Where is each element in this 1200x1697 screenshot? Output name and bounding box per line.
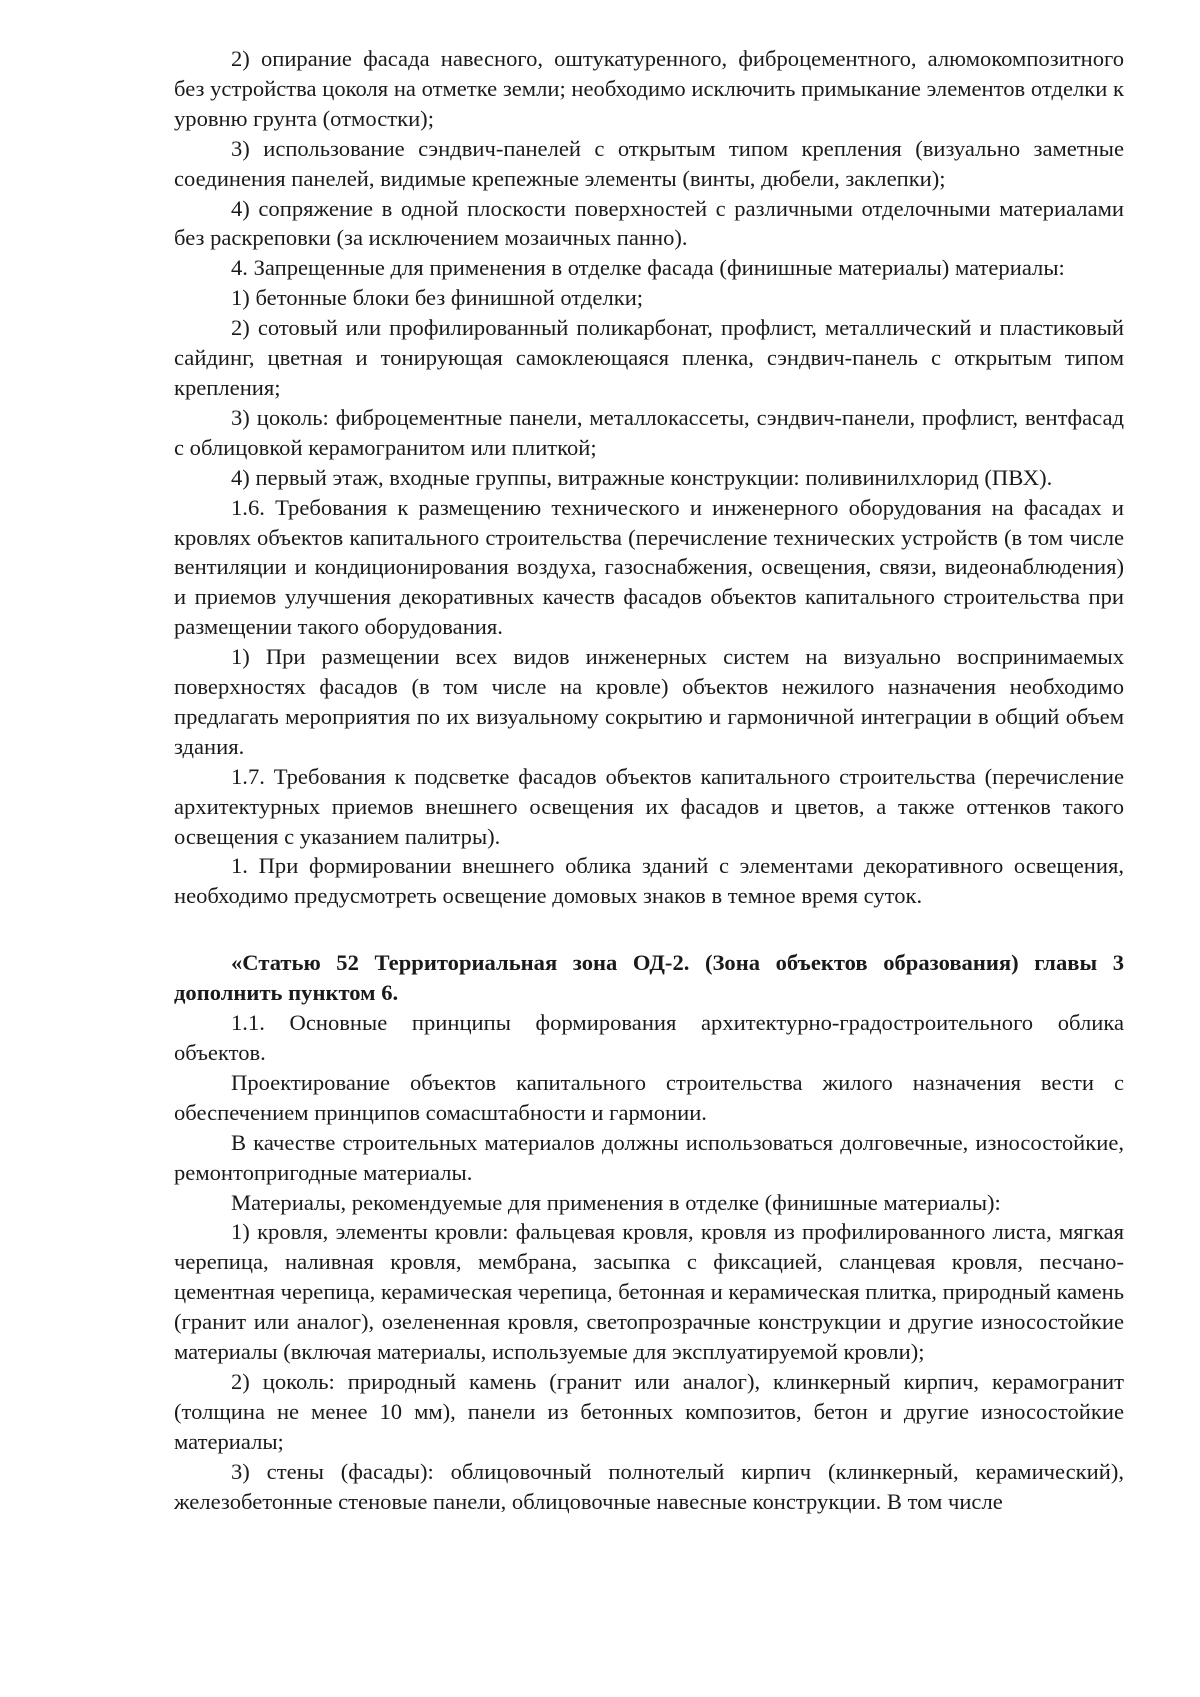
paragraph: 1) кровля, элементы кровли: фальцевая кровля, кровля из профилированного листа, мягкая черепица, наливная кровля, мембрана, засыпка с фиксацией, сланцевая кровля, песчано-цементная черепица, керамическая черепица, бетонная и керамическая плитка, природный камень (гранит или аналог), озелененная кровля, светопрозрачные конструкции и другие износостойкие материалы (включая материалы, используемые для эксплуатируемой кровли);: [174, 1219, 1124, 1365]
paragraph: 1) бетонные блоки без финишной отделки;: [231, 285, 644, 311]
paragraph: 2) сотовый или профилированный поликарбонат, профлист, металлический и пластиковый сайдинг, цветная и тонирующая самоклеющаяся пленка, сэндвич-панель с открытым типом крепления;: [174, 315, 1124, 400]
paragraph: 3) цоколь: фиброцементные панели, металлокассеты, сэндвич-панели, профлист, вентфасад с облицовкой керамогранитом или плиткой;: [174, 404, 1124, 460]
paragraph: 4) первый этаж, входные группы, витражные конструкции: поливинилхлорид (ПВХ).: [231, 464, 1053, 490]
paragraph: 1.7. Требования к подсветке фасадов объектов капитального строительства (перечисление архитектурных приемов внешнего освещения их фасадов и цветов, а также оттенков такого освещения с указанием палитры).: [174, 763, 1124, 849]
paragraph: Проектирование объектов капитального строительства жилого назначения вести с обеспечением принципов сомасштабности и гармонии.: [174, 1069, 1124, 1125]
paragraph: 3) использование сэндвич-панелей с открытым типом крепления (визуально заметные соединения панелей, видимые крепежные элементы (винты, дюбели, заклепки);: [174, 135, 1124, 191]
paragraph: 1.1. Основные принципы формирования архитектурно-градостроительного облика объектов.: [174, 1010, 1124, 1065]
paragraph: 2) цоколь: природный камень (гранит или аналог), клинкерный кирпич, керамогранит (толщина не менее 10 мм), панели из бетонных композитов, бетон и другие износостойкие материалы;: [174, 1368, 1124, 1454]
section-heading: «Статью 52 Территориальная зона ОД-2. (Зона объектов образования) главы 3 дополнить пунктом 6.: [174, 950, 1124, 1006]
paragraph: 4) сопряжение в одной плоскости поверхностей с различными отделочными материалами без раскреповки (за исключением мозаичных панно).: [174, 195, 1124, 251]
paragraph: 4. Запрещенные для применения в отделке фасада (финишные материалы) материалы:: [231, 255, 1065, 281]
section-gap: [174, 911, 1124, 948]
paragraph: 1.6. Требования к размещению технического и инженерного оборудования на фасадах и кровлях объектов капитального строительства (перечисление технических устройств (в том числе вентиляции и кондиционирования воздуха, газоснабжения, освещения, связи, видеонаблюдения) и приемов улучшения декоративных качеств фасадов объектов капитального строительства при размещении такого оборудования.: [174, 494, 1124, 640]
paragraph: 3) стены (фасады): облицовочный полнотелый кирпич (клинкерный, керамический), железобетонные стеновые панели, облицовочные навесные конструкции. В том числе: [174, 1458, 1124, 1514]
paragraph: 1) При размещении всех видов инженерных систем на визуально воспринимаемых поверхностях фасадов (в том числе на кровле) объектов нежилого назначения необходимо предлагать мероприятия по их визуальному сокрытию и гармоничной интеграции в общий объем здания.: [174, 644, 1124, 759]
paragraph: Материалы, рекомендуемые для применения в отделке (финишные материалы):: [231, 1189, 1001, 1215]
paragraph: 1. При формировании внешнего облика зданий с элементами декоративного освещения, необходимо предусмотреть освещение домовых знаков в темное время суток.: [174, 853, 1124, 909]
paragraph: 2) опирание фасада навесного, оштукатуренного, фиброцементного, алюмокомпозитного без устройства цоколя на отметке земли; необходимо исключить примыкание элементов отделки к уровню грунта (отмостки);: [174, 46, 1124, 131]
document-page: [174, 44, 1124, 1517]
paragraph: В качестве строительных материалов должны использоваться долговечные, износостойкие, ремонтопригодные материалы.: [174, 1129, 1124, 1185]
